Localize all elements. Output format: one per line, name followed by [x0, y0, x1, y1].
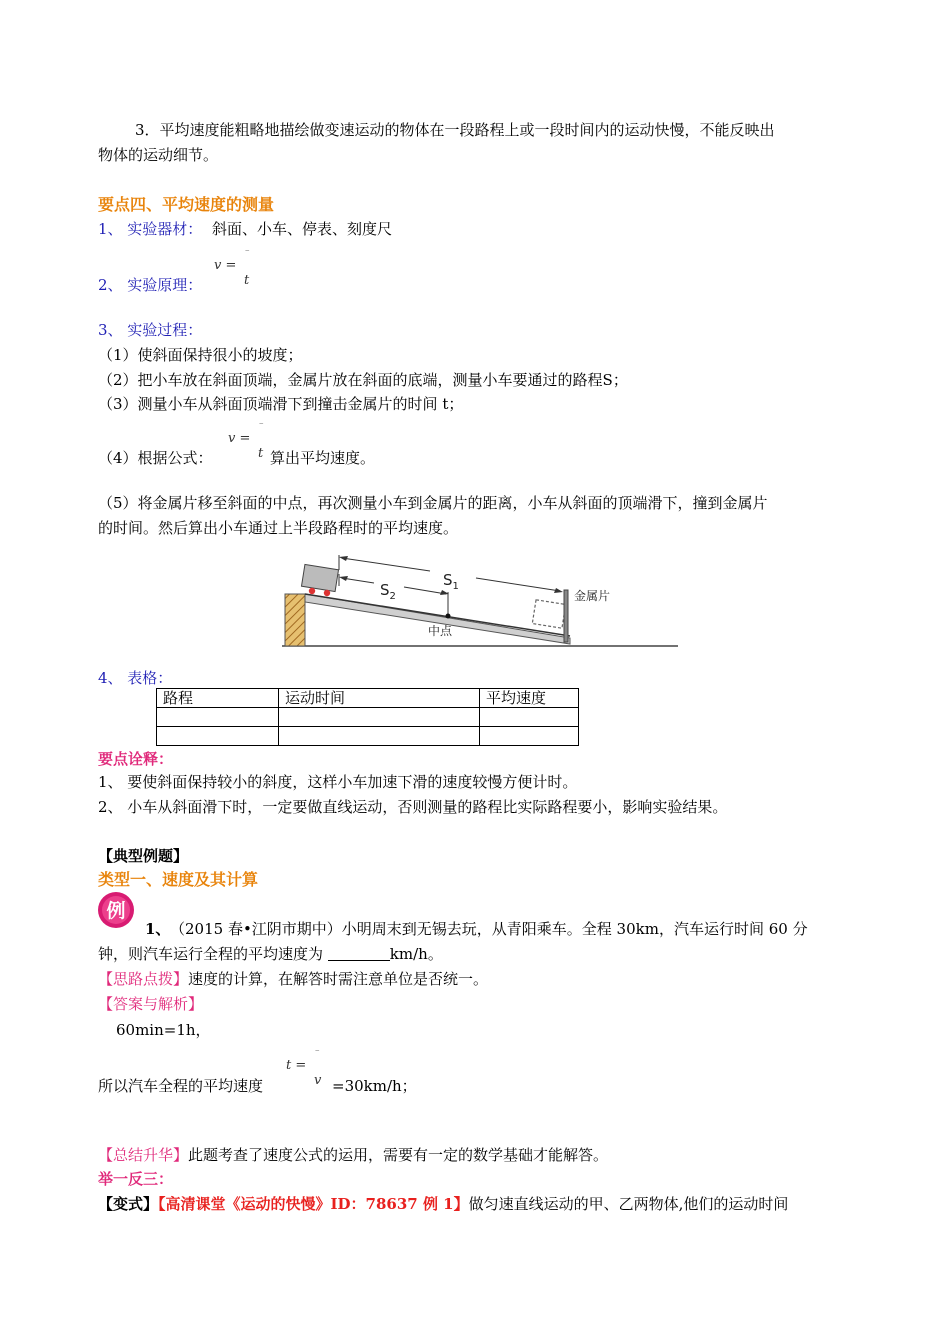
variant-reference: 【高清课堂《运动的快慢》ID：78637 例 1】: [158, 1195, 469, 1213]
principle-formula-dash: –: [245, 246, 250, 256]
table-row: [157, 727, 579, 746]
step-4-prefix: （4）根据公式：: [98, 449, 213, 467]
variant-text: 做匀速直线运动的甲、乙两物体,他们的运动时间: [468, 1195, 789, 1213]
step-1: （1）使斜面保持很小的坡度；: [98, 346, 303, 364]
step-5-line-1: （5）将金属片移至斜面的中点，再次测量小车到金属片的距离，小车从斜面的顶端滑下，撞到金属片: [98, 494, 768, 512]
extend-title: 举一反三：: [98, 1170, 174, 1188]
paragraph-3-line-1: 3．平均速度能粗略地描绘做变速运动的物体在一段路程上或一段时间内的运动快慢，不能反映出: [135, 121, 775, 139]
example-1-number: 1、: [145, 920, 171, 938]
metal-plate-icon: [564, 590, 568, 642]
note-2: 2、 小车从斜面滑下时，一定要做直线运动，否则测量的路程比实际路程要小，影响实验结果。: [98, 798, 728, 816]
step-4-formula-dash: –: [259, 419, 264, 429]
table-header-row: [157, 689, 579, 708]
table-cell: [157, 727, 279, 746]
table-cell: [279, 708, 480, 727]
example-badge-icon: [96, 890, 136, 930]
summary-label: 【总结升华】: [98, 1146, 189, 1164]
principle-formula-v: v =: [214, 258, 237, 273]
hint-label: 【思路点拨】: [98, 970, 189, 988]
summary-text: 此题考查了速度公式的运用，需要有一定的数学基础才能解答。: [188, 1146, 609, 1164]
s2-label: $S_2$: [380, 581, 396, 602]
answer-formula-dash: –: [315, 1046, 320, 1056]
step-4-suffix: 算出平均速度。: [270, 449, 376, 467]
example-1-line-2-prefix: 钟，则汽车运行全程的平均速度为: [98, 945, 324, 963]
measurement-table: [156, 688, 579, 746]
item-1-text: 斜面、小车、停表、刻度尺: [212, 220, 393, 238]
item-2-label: 2、 实验原理：: [98, 276, 203, 294]
s1-arrow-right: [476, 578, 560, 591]
hint-text: 速度的计算，在解答时需注意单位是否统一。: [188, 970, 489, 988]
incline-experiment-figure: [280, 552, 680, 654]
cart-final-position: [532, 600, 565, 628]
support-block: [285, 594, 305, 646]
step-4-formula-v: v =: [228, 431, 251, 446]
table-row: [157, 708, 579, 727]
step-2: （2）把小车放在斜面顶端，金属片放在斜面的底端，测量小车要通过的路程S；: [98, 371, 628, 389]
answer-line-2-prefix: 所以汽车全程的平均速度: [98, 1077, 264, 1095]
hint-row: [98, 969, 488, 989]
type-1-title: 类型一、速度及其计算: [98, 870, 259, 889]
answer-line-1: 60min=1h，: [116, 1021, 211, 1039]
examples-title: 【典型例题】: [98, 847, 189, 865]
s2-arrow-right: [404, 587, 446, 594]
answer-blank: [328, 946, 390, 961]
table-cell: [480, 708, 579, 727]
table-header-distance: 路程: [157, 689, 279, 708]
section-4-title: 要点四、平均速度的测量: [98, 195, 275, 214]
cart-icon: [301, 564, 338, 596]
notes-title: 要点诠释：: [98, 750, 174, 768]
step-3: （3）测量小车从斜面顶端滑下到撞击金属片的时间 t；: [98, 395, 464, 413]
table-cell: [480, 727, 579, 746]
paragraph-3-line-2: 物体的运动细节。: [98, 146, 219, 164]
answer-line-2-suffix: =30km/h；: [332, 1077, 417, 1095]
item-4-label: 4、 表格：: [98, 669, 173, 687]
table-cell: [279, 727, 480, 746]
summary-row: [98, 1145, 608, 1165]
example-badge-text: 例: [106, 900, 126, 922]
answer-label: 【答案与解析】: [98, 995, 204, 1013]
variant-label: 【变式】: [98, 1195, 159, 1213]
example-1-unit: km/h。: [389, 945, 443, 963]
note-1: 1、 要使斜面保持较小的斜度，这样小车加速下滑的速度较慢方便计时。: [98, 773, 578, 791]
table-header-time: 运动时间: [279, 689, 480, 708]
s1-arrow-left: [342, 558, 430, 571]
principle-formula-t: t: [244, 273, 250, 288]
item-1-label: 1、 实验器材：: [98, 220, 203, 238]
answer-formula-v: v: [314, 1073, 322, 1088]
example-1-line-1: （2015 春•江阴市期中）小明周末到无锡去玩，从青阳乘车。全程 30km，汽车运行时间 60 分: [170, 920, 808, 938]
midpoint-dot: [446, 614, 451, 619]
midpoint-label: 中点: [428, 624, 453, 638]
s1-label: $S_1$: [443, 571, 459, 592]
answer-formula-t: t =: [286, 1058, 307, 1073]
metal-plate-label: 金属片: [574, 589, 611, 603]
table-cell: [157, 708, 279, 727]
item-3-label: 3、 实验过程：: [98, 321, 203, 339]
step-4-formula-t: t: [258, 446, 264, 461]
table-header-speed: 平均速度: [480, 689, 579, 708]
step-5-line-2: 的时间。然后算出小车通过上半段路程时的平均速度。: [98, 519, 459, 537]
example-1-line-2: [98, 944, 443, 964]
variant-row: [98, 1194, 788, 1214]
